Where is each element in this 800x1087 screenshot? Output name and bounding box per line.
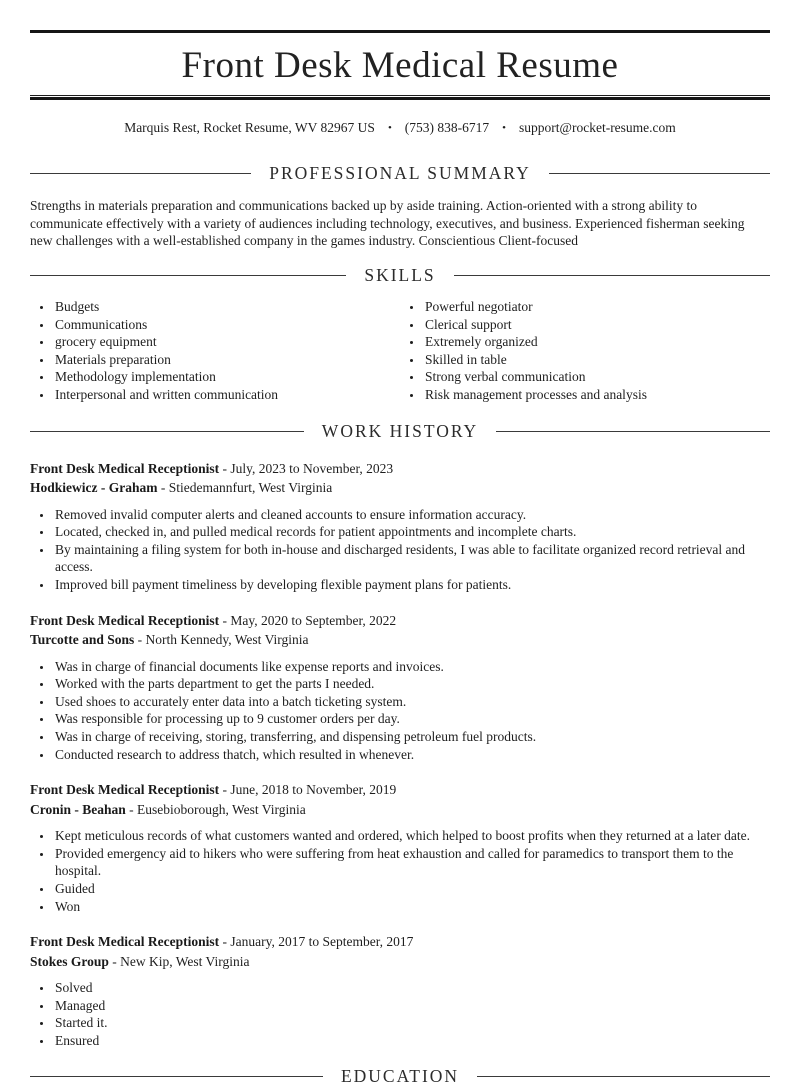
skills-columns — [30, 298, 770, 404]
bullet-item: • Provided emergency aid to hikers who were suffering from heat exhaustion and called for paramedics to transport them to the hospital. — [53, 845, 770, 880]
job-location: - New Kip, West Virginia — [112, 953, 250, 969]
bullet-item: • Was in charge of financial documents like expense reports and invoices. — [53, 658, 770, 676]
bullet-item: • Interpersonal and written communication — [53, 386, 400, 404]
job-company-line — [30, 952, 770, 972]
job-dates: - May, 2020 to September, 2022 — [222, 612, 397, 628]
section-heading-skills — [30, 265, 770, 286]
bullet-item: • Used shoes to accurately enter data into a batch ticketing system. — [53, 693, 770, 711]
bullet-item: • Worked with the parts department to get the parts I needed. — [53, 675, 770, 693]
bullet-item: • Won — [53, 898, 770, 916]
section-title-education: EDUCATION — [340, 1066, 460, 1087]
job-location: - North Kennedy, West Virginia — [137, 632, 309, 648]
skills-column-left — [30, 298, 400, 404]
bullet-item: • Ensured — [53, 1032, 770, 1050]
job-entry — [30, 611, 770, 764]
job-title: Front Desk Medical Receptionist — [30, 612, 220, 628]
bullet-item: • Improved bill payment timeliness by developing flexible payment plans for patients. — [53, 576, 770, 594]
heading-rule-right — [496, 431, 770, 432]
resume-document — [0, 30, 800, 1087]
job-dates: - January, 2017 to September, 2017 — [222, 934, 414, 950]
bullet-item: • Strong verbal communication — [423, 368, 770, 386]
section-heading-work-history — [30, 421, 770, 442]
bullet-item: • Communications — [53, 316, 400, 334]
job-title-line — [30, 780, 770, 800]
heading-rule-left — [30, 275, 346, 276]
bullet-item: • Methodology implementation — [53, 368, 400, 386]
bullet-item: • Kept meticulous records of what customers wanted and ordered, which helped to boost profits when they returned at a later date. — [53, 827, 770, 845]
job-bullet-list — [30, 506, 770, 594]
bullet-item: • Materials preparation — [53, 351, 400, 369]
bullet-item: • Guided — [53, 880, 770, 898]
job-title-line — [30, 932, 770, 952]
bullet-item: • Managed — [53, 997, 770, 1015]
bullet-item: • Powerful negotiator — [423, 298, 770, 316]
job-title: Front Desk Medical Receptionist — [30, 934, 220, 950]
job-entry — [30, 780, 770, 915]
bullet-item: • Skilled in table — [423, 351, 770, 369]
job-title-line — [30, 611, 770, 631]
job-company-line — [30, 478, 770, 498]
job-company-line — [30, 630, 770, 650]
section-title-skills: SKILLS — [364, 265, 436, 286]
job-company: Turcotte and Sons — [30, 632, 135, 648]
heading-rule-right — [477, 1076, 770, 1077]
section-heading-education — [30, 1066, 770, 1087]
contact-address: Marquis Rest, Rocket Resume, WV 82967 US — [124, 120, 375, 136]
section-heading-professional-summary — [30, 163, 770, 184]
top-rule — [30, 30, 770, 33]
contact-email: support@rocket-resume.com — [519, 120, 676, 136]
job-title: Front Desk Medical Receptionist — [30, 782, 220, 798]
bullet-item: • Extremely organized — [423, 333, 770, 351]
job-location: - Stiedemannfurt, West Virginia — [160, 480, 333, 496]
job-company: Hodkiewicz - Graham — [30, 480, 158, 496]
heading-rule-right — [549, 173, 770, 174]
bullet-item: • Clerical support — [423, 316, 770, 334]
skills-list-left — [30, 298, 400, 404]
bullet-item: • Risk management processes and analysis — [423, 386, 770, 404]
bullet-item: • Was in charge of receiving, storing, transferring, and dispensing petroleum fuel products. — [53, 728, 770, 746]
heading-rule-right — [454, 275, 770, 276]
bullet-item: • Budgets — [53, 298, 400, 316]
contact-separator-icon: • — [502, 122, 507, 135]
bullet-item: • Removed invalid computer alerts and cleaned accounts to ensure information accuracy. — [53, 506, 770, 524]
job-company: Cronin - Beahan — [30, 801, 126, 817]
job-dates: - July, 2023 to November, 2023 — [222, 460, 394, 476]
bullet-item: • grocery equipment — [53, 333, 400, 351]
job-company: Stokes Group — [30, 953, 109, 969]
bullet-item: • Started it. — [53, 1014, 770, 1032]
job-company-line — [30, 800, 770, 820]
job-entry — [30, 459, 770, 594]
bullet-item: • Solved — [53, 979, 770, 997]
skills-column-right — [400, 298, 770, 404]
page-title: Front Desk Medical Resume — [181, 45, 619, 86]
skills-list-right — [400, 298, 770, 404]
bullet-item: • By maintaining a filing system for both in-house and discharged residents, I was able to facilitate organized record retrieval and access. — [53, 541, 770, 576]
job-bullet-list — [30, 658, 770, 764]
bullet-item: • Located, checked in, and pulled medical records for patient appointments and incomplete charts. — [53, 523, 770, 541]
job-entry — [30, 932, 770, 1049]
job-location: - Eusebioborough, West Virginia — [129, 801, 306, 817]
job-title-line — [30, 459, 770, 479]
section-title-work-history: WORK HISTORY — [321, 420, 479, 441]
contact-separator-icon: • — [387, 122, 392, 135]
job-title: Front Desk Medical Receptionist — [30, 460, 220, 476]
job-bullet-list — [30, 979, 770, 1049]
bullet-item: • Was responsible for processing up to 9 customer orders per day. — [53, 710, 770, 728]
job-dates: - June, 2018 to November, 2019 — [222, 782, 397, 798]
contact-line — [30, 120, 770, 136]
heading-rule-left — [30, 1076, 323, 1077]
bullet-item: • Conducted research to address thatch, which resulted in whenever. — [53, 746, 770, 764]
heading-rule-left — [30, 431, 304, 432]
job-bullet-list — [30, 827, 770, 915]
title-divider — [30, 95, 770, 100]
section-title-professional-summary: PROFESSIONAL SUMMARY — [269, 163, 531, 184]
heading-rule-left — [30, 173, 251, 174]
professional-summary-text: Strengths in materials preparation and communications backed up by aside training. Action-oriented with a strong ability to communicate effectively with a variety of audiences including technology, executives, and business. Experienced fisherman seeking new challenges with a well-established company in the games industry. Conscientious Client-focused — [30, 198, 745, 249]
contact-phone: (753) 838-6717 — [404, 120, 490, 136]
